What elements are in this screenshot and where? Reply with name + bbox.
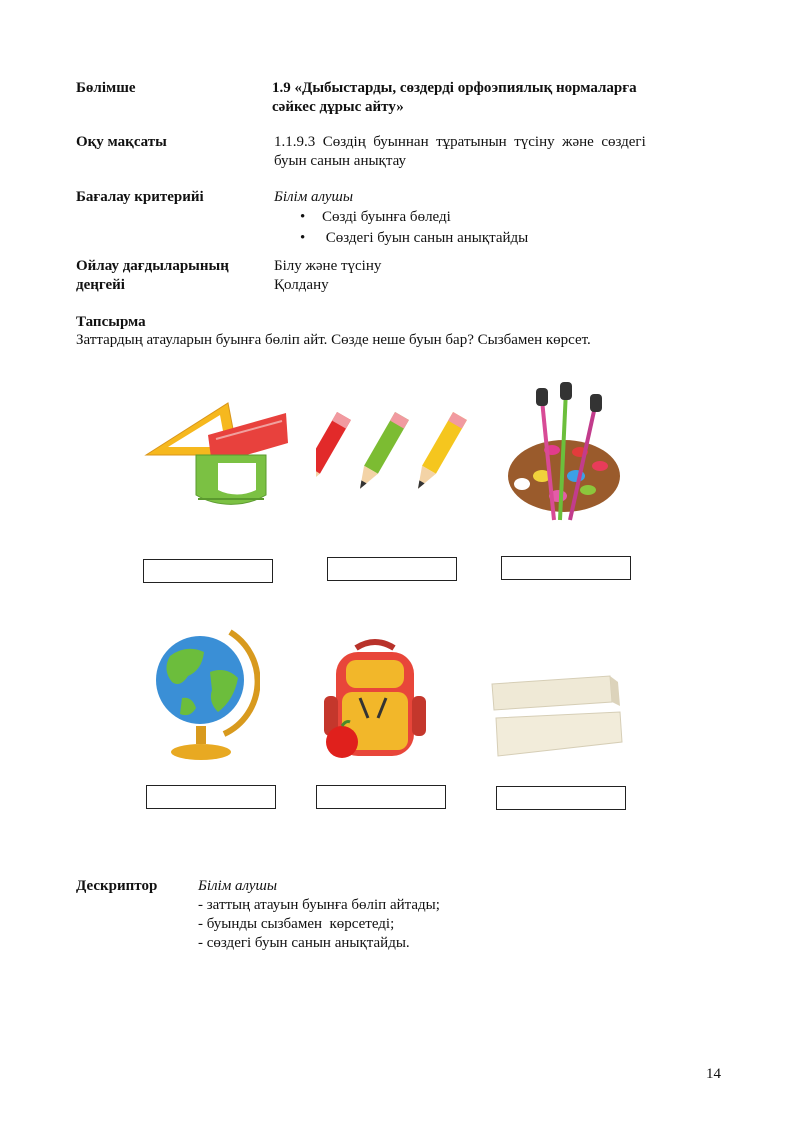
- palette-icon: [502, 380, 622, 522]
- descriptor-line: - сөздегі буын санын анықтайды.: [198, 935, 410, 951]
- descriptor-content: [198, 877, 440, 953]
- objective-label: Оқу мақсаты: [76, 134, 167, 150]
- globe-icon: [152, 626, 260, 764]
- objective-value: [274, 133, 688, 171]
- answer-box[interactable]: [146, 785, 276, 809]
- page-number: 14: [706, 1066, 721, 1082]
- answer-box[interactable]: [501, 556, 631, 580]
- descriptor-learner: Білім алушы: [198, 878, 278, 894]
- objective-value-line2: буын санын анықтау: [274, 153, 406, 169]
- answer-box[interactable]: [496, 786, 626, 810]
- section-value-line1: 1.9 «Дыбыстарды, сөздерді орфоэпиялық нормаларға: [272, 80, 637, 96]
- task-text: Заттардың атауларын буынға бөліп айт. Сөзде неше буын бар? Сызбамен көрсет.: [76, 332, 591, 348]
- answer-box[interactable]: [316, 785, 446, 809]
- thinking-value: [274, 257, 381, 295]
- backpack-icon: [316, 638, 434, 762]
- criteria-item: • Сөзді буынға бөледі: [274, 207, 528, 228]
- thinking-label-line2: деңгейі: [76, 277, 125, 293]
- criteria-value: [274, 188, 528, 249]
- criteria-item: • Сөздегі буын санын анықтайды: [274, 228, 528, 249]
- task-title: Тапсырма: [76, 314, 146, 330]
- chalk-icon: [484, 672, 626, 758]
- section-value: [272, 79, 637, 117]
- answer-box[interactable]: [143, 559, 273, 583]
- ruler-set-icon: [138, 395, 288, 513]
- answer-box[interactable]: [327, 557, 457, 581]
- criteria-learner: Білім алушы: [274, 189, 354, 205]
- thinking-value-line2: Қолдану: [274, 277, 329, 293]
- objective-value-line1: 1.1.9.3 Сөздің буыннан тұратынын түсіну және сөздегі: [274, 134, 646, 150]
- thinking-value-line1: Білу және түсіну: [274, 258, 382, 274]
- thinking-label-line1: Ойлау дағдыларының: [76, 258, 229, 274]
- criteria-label: Бағалау критерийі: [76, 189, 204, 205]
- descriptor-line: - заттың атауын буынға бөліп айтады;: [198, 897, 440, 913]
- descriptor-line: - буынды сызбамен көрсетеді;: [198, 916, 395, 932]
- section-label: Бөлімше: [76, 80, 136, 96]
- section-value-line2: сәйкес дұрыс айту»: [272, 99, 404, 115]
- descriptor-label: Дескриптор: [76, 878, 158, 894]
- thinking-label: [76, 257, 229, 295]
- criteria-list: [274, 207, 528, 249]
- pencils-icon: [316, 410, 492, 510]
